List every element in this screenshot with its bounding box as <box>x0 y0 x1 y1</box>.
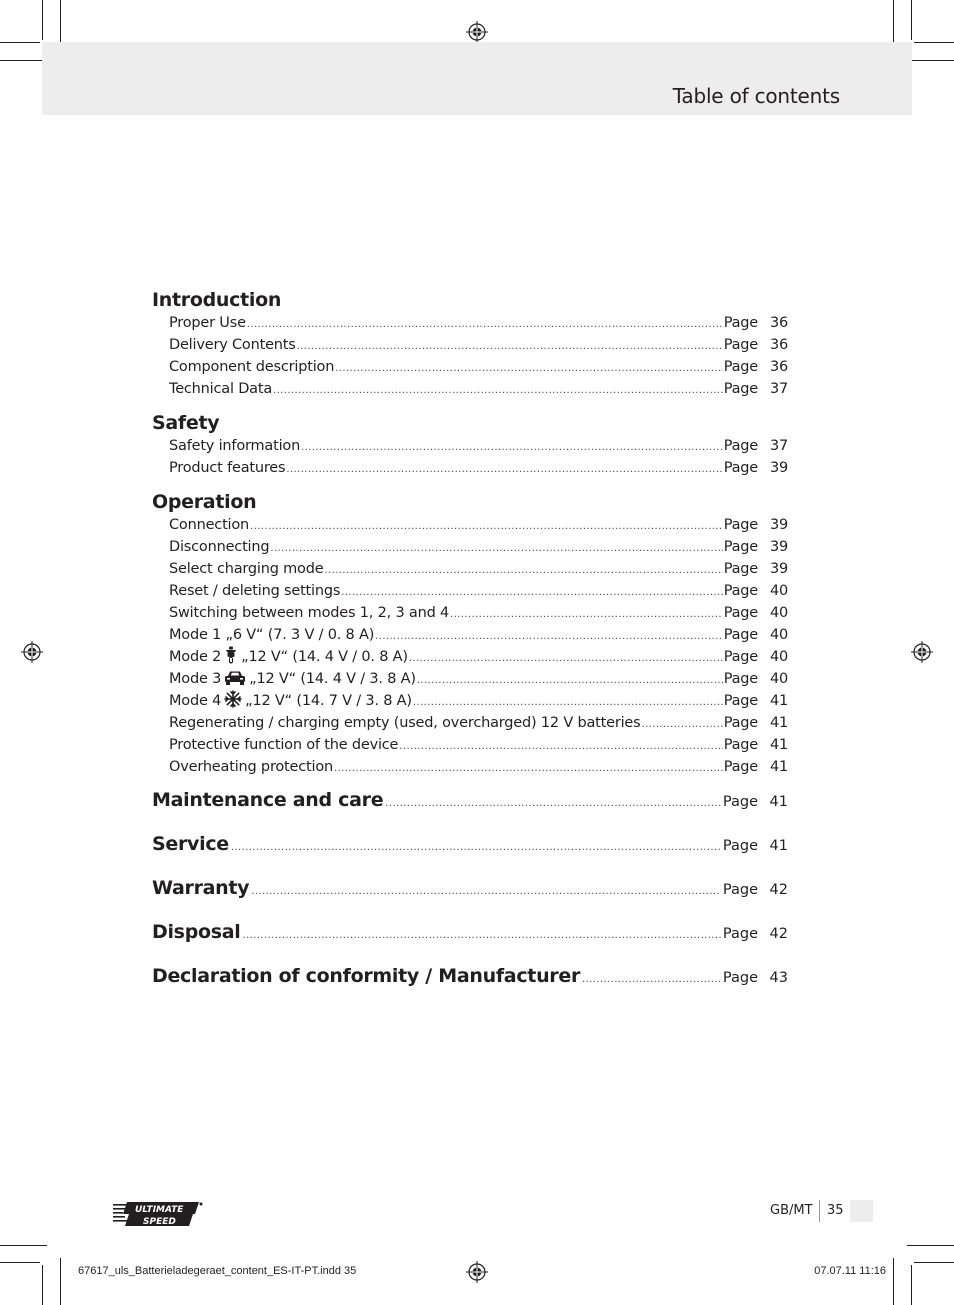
toc-entry[interactable] <box>152 668 788 690</box>
crop-mark <box>893 1258 894 1305</box>
footer-divider <box>819 1200 820 1222</box>
toc-entry-label: Safety information <box>169 438 301 454</box>
leader-dots <box>301 437 723 459</box>
leader-dots <box>409 648 723 670</box>
leader-dots <box>341 582 722 604</box>
toc-page-ref: Page 36 <box>723 315 788 331</box>
toc-entry[interactable] <box>152 602 788 624</box>
section-heading[interactable]: Safety <box>152 412 220 434</box>
svg-text:SPEED: SPEED <box>143 1217 176 1227</box>
crop-mark <box>911 0 912 40</box>
footer-language: GB/MT <box>770 1203 813 1218</box>
leader-dots <box>286 459 722 481</box>
crop-mark <box>911 1265 912 1305</box>
crop-mark <box>914 42 954 43</box>
leader-dots <box>324 560 722 582</box>
toc-page-ref: Page 41 <box>722 838 788 854</box>
leader-dots <box>297 336 723 358</box>
crop-mark <box>42 1265 43 1305</box>
toc-entry[interactable] <box>152 690 788 712</box>
toc-main-entries <box>152 778 788 998</box>
leader-dots <box>250 516 723 538</box>
leader-dots <box>417 670 723 692</box>
leader-dots <box>243 914 721 958</box>
toc-entry[interactable] <box>152 334 788 356</box>
motorcycle-icon <box>224 646 238 664</box>
leader-dots <box>251 870 721 914</box>
toc-main-entry-label: Warranty <box>152 877 250 899</box>
toc-entry-label: Reset / deleting settings <box>169 583 341 599</box>
leader-dots <box>273 380 723 402</box>
registration-mark-icon <box>466 1261 488 1283</box>
toc-main-entry-label: Service <box>152 833 229 855</box>
toc-entry[interactable] <box>152 712 788 734</box>
toc-entry-label: Mode 2 „12 V“ (14. 4 V / 0. 8 A) <box>169 646 408 668</box>
toc-page-ref: Page 43 <box>722 970 788 986</box>
leader-dots <box>385 782 721 826</box>
leader-dots <box>334 758 723 780</box>
slug-file-name: 67617_uls_Batterieladegeraet_content_ES-IT-PT.indd 35 <box>78 1265 357 1277</box>
toc-entry[interactable] <box>152 514 788 536</box>
crop-mark <box>42 0 43 40</box>
toc-main-entry[interactable] <box>152 822 788 866</box>
toc-entry[interactable] <box>152 356 788 378</box>
toc-entry-label: Connection <box>169 517 250 533</box>
section-heading[interactable]: Introduction <box>152 289 282 311</box>
toc-page-ref: Page 40 <box>723 671 788 687</box>
snowflake-icon <box>224 690 242 708</box>
crop-mark <box>907 1245 954 1246</box>
toc-page-ref: Page 36 <box>723 359 788 375</box>
toc-page-ref: Page 37 <box>723 381 788 397</box>
car-icon <box>224 670 246 686</box>
crop-mark <box>893 0 894 47</box>
leader-dots <box>247 314 723 336</box>
toc-page-ref: Page 41 <box>723 759 788 775</box>
toc-entry-label: Delivery Contents <box>169 337 296 353</box>
toc-entry-label: Mode 4 „12 V“ (14. 7 V / 3. 8 A) <box>169 690 412 712</box>
toc-section-introduction <box>152 288 788 400</box>
toc-page-ref: Page 42 <box>722 926 788 942</box>
toc-section-safety <box>152 411 788 479</box>
toc-page-ref: Page 37 <box>723 438 788 454</box>
toc-page-ref: Page 40 <box>723 627 788 643</box>
toc-page-ref: Page 39 <box>723 561 788 577</box>
toc-main-entry[interactable] <box>152 954 788 998</box>
toc-page-ref: Page 39 <box>723 460 788 476</box>
toc-entry[interactable] <box>152 624 788 646</box>
toc-entry[interactable] <box>152 536 788 558</box>
toc-main-entry-label: Maintenance and care <box>152 789 384 811</box>
toc-page-ref: Page 39 <box>723 517 788 533</box>
toc-main-entry[interactable] <box>152 778 788 822</box>
toc-entry-label: Regenerating / charging empty (used, overcharged) 12 V batteries <box>169 715 641 731</box>
toc-entry[interactable] <box>152 457 788 479</box>
leader-dots <box>231 826 721 870</box>
registration-mark-icon <box>466 21 488 43</box>
toc-page-ref: Page 41 <box>723 693 788 709</box>
registration-mark-icon <box>911 641 933 663</box>
toc-main-entry-label: Declaration of conformity / Manufacturer <box>152 965 581 987</box>
footer-tab-box <box>850 1200 873 1222</box>
leader-dots <box>413 692 723 714</box>
toc-page-ref: Page 39 <box>723 539 788 555</box>
toc-page-ref: Page 36 <box>723 337 788 353</box>
toc-entry-label: Technical Data <box>169 381 273 397</box>
crop-mark <box>0 42 40 43</box>
crop-mark <box>0 1245 47 1246</box>
leader-dots <box>399 736 722 758</box>
crop-mark <box>60 1258 61 1305</box>
crop-mark <box>907 60 954 61</box>
leader-dots <box>375 626 723 648</box>
toc-entry-label: Product features <box>169 460 286 476</box>
toc-entry-label: Component description <box>169 359 335 375</box>
toc-section-operation <box>152 490 788 778</box>
toc-page-ref: Page 40 <box>723 605 788 621</box>
toc-page-ref: Page 40 <box>723 649 788 665</box>
toc-entry-label: Disconnecting <box>169 539 270 555</box>
toc-entry-label: Proper Use <box>169 315 246 331</box>
toc-page-ref: Page 41 <box>722 794 788 810</box>
leader-dots <box>582 958 721 1002</box>
toc-main-entry[interactable] <box>152 866 788 910</box>
leader-dots <box>450 604 723 626</box>
toc-main-entry[interactable] <box>152 910 788 954</box>
toc-entry[interactable] <box>152 580 788 602</box>
slug-date-time: 07.07.11 11:16 <box>814 1265 886 1277</box>
registration-mark-icon <box>21 641 43 663</box>
toc-entry[interactable] <box>152 558 788 580</box>
toc-page-ref: Page 41 <box>723 715 788 731</box>
section-heading[interactable]: Operation <box>152 491 257 513</box>
crop-mark <box>914 1262 954 1263</box>
toc-main-entry-label: Disposal <box>152 921 241 943</box>
leader-dots <box>335 358 722 380</box>
toc-entry-label: Mode 3 „12 V“ (14. 4 V / 3. 8 A) <box>169 671 416 687</box>
crop-mark <box>0 1262 40 1263</box>
footer-page-number: 35 <box>827 1203 844 1218</box>
leader-dots <box>642 714 723 736</box>
svg-text:ULTIMATE: ULTIMATE <box>135 1205 184 1215</box>
crop-mark <box>0 60 47 61</box>
ultimate-speed-logo <box>113 1201 203 1227</box>
toc-entry[interactable] <box>152 435 788 457</box>
toc-entry[interactable] <box>152 734 788 756</box>
toc-entry-label: Overheating protection <box>169 759 334 775</box>
toc-entry-label: Protective function of the device <box>169 737 399 753</box>
page-title: Table of contents <box>672 84 840 108</box>
toc-entry-label: Mode 1 „6 V“ (7. 3 V / 0. 8 A) <box>169 627 375 643</box>
leader-dots <box>270 538 722 560</box>
toc-page-ref: Page 40 <box>723 583 788 599</box>
toc-entry[interactable] <box>152 646 788 668</box>
toc-entry[interactable] <box>152 378 788 400</box>
toc-entry-label: Select charging mode <box>169 561 324 577</box>
toc-page-ref: Page 42 <box>722 882 788 898</box>
table-of-contents <box>152 288 788 998</box>
toc-entry[interactable] <box>152 756 788 778</box>
toc-entry-label: Switching between modes 1, 2, 3 and 4 <box>169 605 450 621</box>
toc-page-ref: Page 41 <box>723 737 788 753</box>
crop-mark <box>60 0 61 47</box>
toc-entry[interactable] <box>152 312 788 334</box>
